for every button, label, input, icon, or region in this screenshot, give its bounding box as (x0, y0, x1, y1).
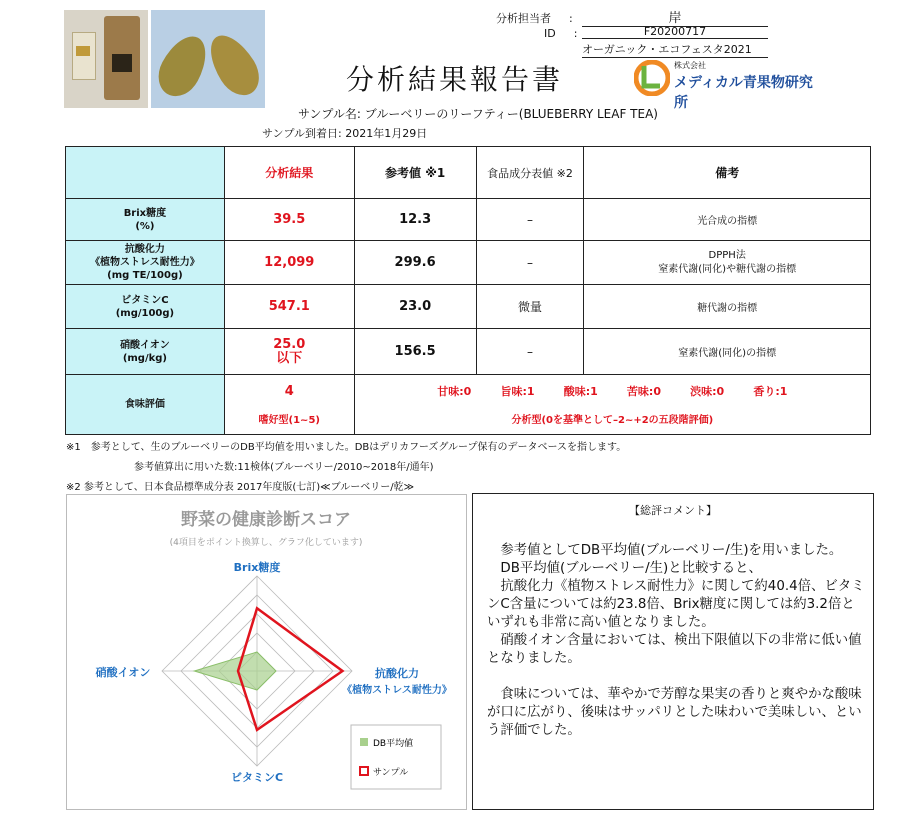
comment-spacer (487, 668, 865, 686)
radar-chart (67, 495, 466, 809)
taste-item: 酸味:1 (563, 385, 598, 398)
header-remarks: 備考 (584, 147, 871, 199)
table-row (66, 329, 871, 375)
analyst-value: 岸 (582, 7, 768, 27)
company-name: メディカル青果物研究所 (674, 75, 813, 111)
row-food-table: 微量 (476, 285, 584, 329)
radar-series-db-average (194, 652, 276, 690)
taste-item: 甘味:0 (437, 385, 472, 398)
header-result: 分析結果 (224, 147, 354, 199)
page-title: 分析結果報告書 (346, 63, 564, 96)
row-result: 12,099 (224, 241, 354, 285)
event-value: オーガニック・エコフェスタ2021 (582, 41, 768, 58)
taste-value: 4 嗜好型(1~5) (224, 375, 354, 435)
row-remark: DPPH法 窒素代謝(同化)や糖代謝の指標 (584, 241, 871, 285)
chart-legend (351, 725, 441, 789)
row-result: 25.0 以下 (224, 329, 354, 375)
comment-paragraph: 硝酸イオン含量においては、検出下限値以下の非常に低い値となりました。 (487, 633, 862, 666)
company-logo-icon (634, 60, 670, 96)
legend-label-sample: サンプル (373, 768, 409, 778)
table-header-row (66, 147, 871, 199)
row-remark: 窒素代謝(同化)の指標 (584, 329, 871, 375)
table-row (66, 241, 871, 285)
axis-label-nitrate: 硝酸イオン (95, 666, 151, 679)
tea-leaves-photo (151, 10, 265, 108)
id-label: ID : (544, 27, 578, 40)
row-label: 硝酸イオン (mg/kg) (66, 329, 225, 375)
row-reference: 299.6 (354, 241, 476, 285)
chart-title: 野菜の健康診断スコア (181, 510, 351, 530)
row-food-table: – (476, 199, 584, 241)
row-remark: 光合成の指標 (584, 199, 871, 241)
comment-title: 【総評コメント】 (629, 504, 717, 517)
legend-swatch-db (360, 738, 368, 746)
row-remark: 糖代謝の指標 (584, 285, 871, 329)
note-2: ※2 参考として、日本食品標準成分表 2017年度版(七訂)≪ブルーベリー/乾≫ (66, 482, 415, 493)
company-small: 株式会社 (674, 61, 706, 70)
row-result: 547.1 (224, 285, 354, 329)
comment-paragraph: DB平均値(ブルーベリー/生)と比較すると、 (487, 561, 762, 576)
axis-label-vitaminc: ビタミンC (230, 771, 284, 784)
company-logo (634, 60, 824, 111)
taste-label: 食味評価 (66, 375, 225, 435)
comment-paragraph: 抗酸化力《植物ストレス耐性力》に関して約40.4倍、ビタミンC含量については約23.8倍、Brix糖度に関しては約3.2倍といずれも非常に高い値となりました。 (487, 579, 865, 630)
id-value: F20200717 (582, 25, 768, 39)
row-food-table: – (476, 241, 584, 285)
row-label: ビタミンC (mg/100g) (66, 285, 225, 329)
axis-label-antioxidant-sub: 《植物ストレス耐性力》 (342, 685, 452, 696)
header-reference: 参考値 ※1 (354, 147, 476, 199)
taste-items: 甘味:0 旨味:1 酸味:1 苦味:0 渋味:0 香り:1 分析型(0を基準として–2~+2の五段階評価) (354, 375, 870, 435)
comment-paragraph: 食味については、華やかで芳醇な果実の香りと爽やかな酸味が口に広がり、後味はサッパリとした味わいで美味しい、という評価でした。 (487, 687, 862, 738)
note-1b: 参考値算出に用いた数:11検体(ブルーベリー/2010~2018年/通年) (134, 462, 434, 473)
comment-box (472, 493, 874, 810)
row-reference: 12.3 (354, 199, 476, 241)
table-row (66, 285, 871, 329)
product-package-photo (64, 10, 148, 108)
taste-item: 渋味:0 (690, 385, 725, 398)
row-food-table: – (476, 329, 584, 375)
sample-date: サンプル到着日: 2021年1月29日 (262, 127, 428, 140)
results-table (65, 146, 871, 435)
legend-label-db: DB平均値 (373, 739, 414, 749)
sample-name: サンプル名: ブルーベリーのリーフティー(BLUEBERRY LEAF TEA) (298, 107, 658, 121)
axis-label-antioxidant: 抗酸化力 (375, 667, 419, 680)
analyst-label: 分析担当者 : (496, 12, 573, 25)
table-row (66, 199, 871, 241)
chart-subtitle: (4項目をポイント換算し、グラフ化しています) (169, 538, 363, 548)
radar-chart-panel (66, 494, 467, 810)
taste-row (66, 375, 871, 435)
comment-paragraph: 参考値としてDB平均値(ブルーベリー/生)を用いました。 (487, 543, 843, 558)
row-reference: 156.5 (354, 329, 476, 375)
header-food-table: 食品成分表値 ※2 (476, 147, 584, 199)
comment-body (487, 542, 865, 740)
row-label: 抗酸化力 《植物ストレス耐性力》 (mg TE/100g) (66, 241, 225, 285)
row-reference: 23.0 (354, 285, 476, 329)
header-blank (66, 147, 225, 199)
note-1: ※1 参考として、生のブルーベリーのDB平均値を用いました。DBはデリカフーズグループ保有のデータベースを指します。 (66, 442, 627, 453)
row-label: Brix糖度 (%) (66, 199, 225, 241)
taste-item: 苦味:0 (626, 385, 661, 398)
axis-label-brix: Brix糖度 (233, 561, 281, 574)
row-result: 39.5 (224, 199, 354, 241)
taste-item: 香り:1 (753, 385, 788, 398)
taste-item: 旨味:1 (500, 385, 535, 398)
